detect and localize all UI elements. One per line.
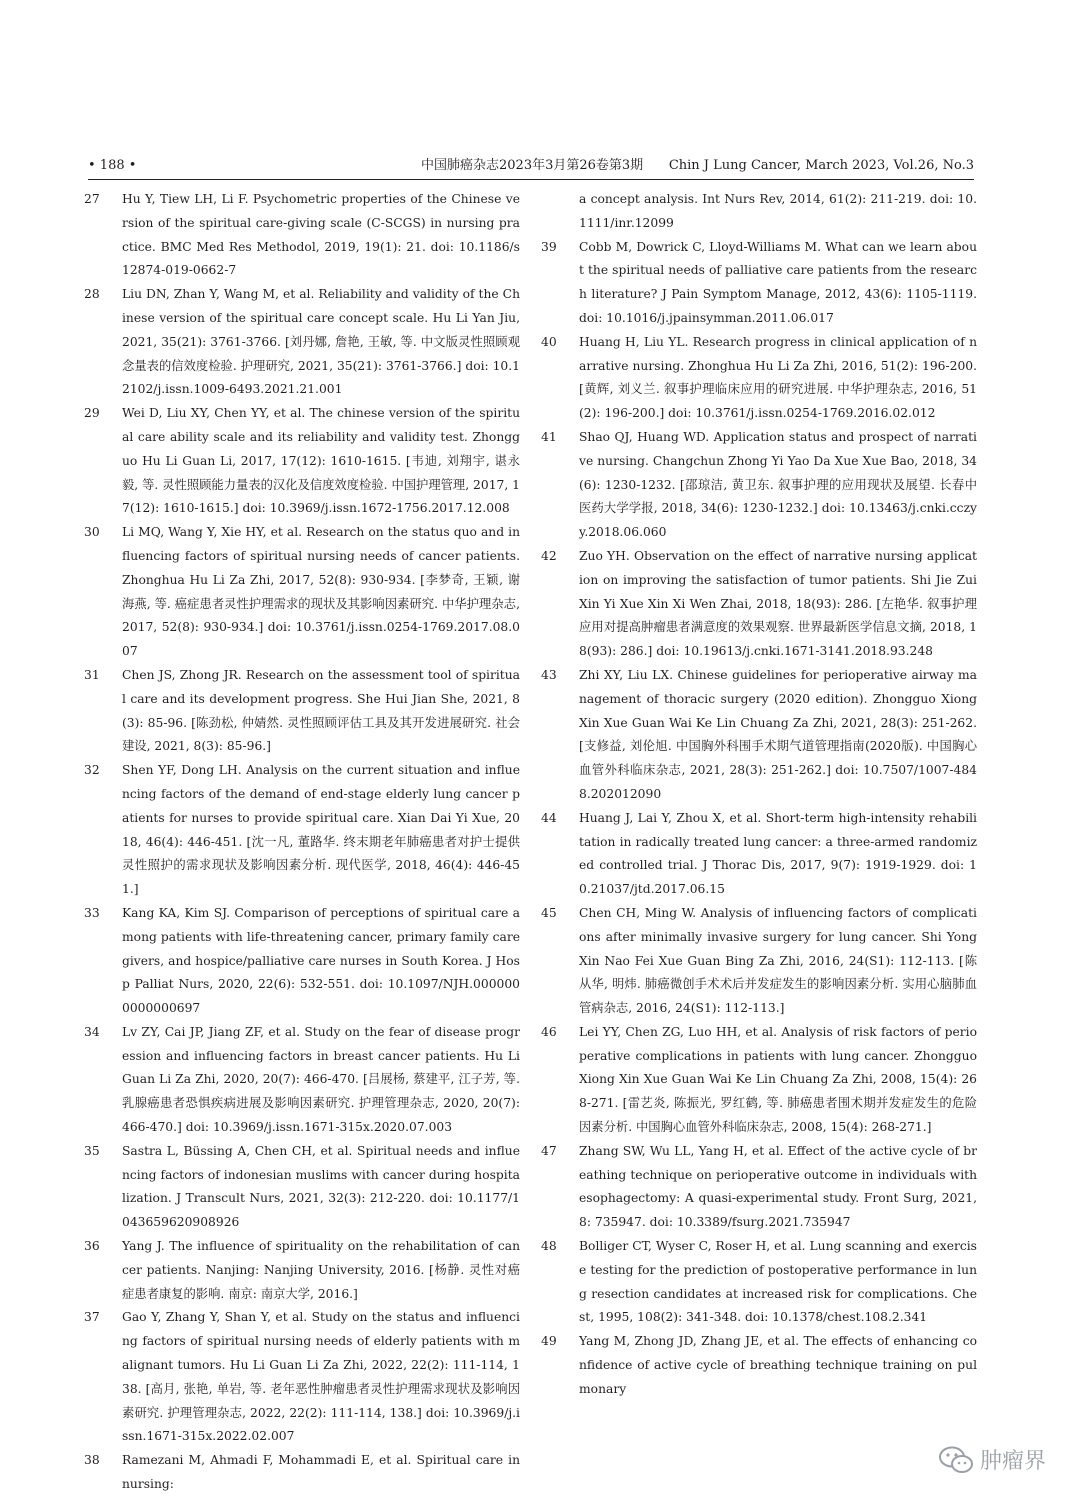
reference-item xyxy=(541,331,977,426)
reference-item xyxy=(541,188,977,236)
reference-item xyxy=(541,426,977,545)
reference-item xyxy=(84,1306,520,1449)
journal-title-cn: 中国肺癌杂志2023年3月第26卷第3期 xyxy=(421,158,644,173)
reference-text: Huang J, Lai Y, Zhou X, et al. Short-term high-intensity rehabilitation in radically treated lung cancer: a three-armed randomized controlled trial. J Thorac Dis, 2017, 9(7): 1919-1929. doi: 10.21037/jtd.2017.06.15 xyxy=(579,810,977,897)
reference-text: Lv ZY, Cai JP, Jiang ZF, et al. Study on the fear of disease progression and influencing factors in breast cancer patients. Hu Li Guan Li Za Zhi, 2020, 20(7): 466-470. [吕展杨, 蔡建平, 江子芳, 等. 乳腺癌患者恐惧疾病进展及影响因素研究. 护理管理杂志, 2020, 20(7): 466-470.] doi: 10.3969/j.issn.1671-315x.2020.07.003 xyxy=(122,1024,520,1135)
reference-text: Kang KA, Kim SJ. Comparison of perceptions of spiritual care among patients with life-threatening cancer, primary family caregivers, and hospice/palliative care nurses in South Korea. J Hosp Palliat Nurs, 2020, 22(6): 532-551. doi: 10.1097/NJH.0000000000000697 xyxy=(122,905,520,1016)
reference-item xyxy=(84,664,520,759)
reference-text: Bolliger CT, Wyser C, Roser H, et al. Lung scanning and exercise testing for the prediction of postoperative performance in lung resection candidates at increased risk for complications. Chest, 1995, 108(2): 341-348. doi: 10.1378/chest.108.2.341 xyxy=(579,1239,977,1325)
running-header xyxy=(88,157,974,180)
reference-text: Yang M, Zhong JD, Zhang JE, et al. The effects of enhancing confidence of active cycle of breathing technique training on pulmonary xyxy=(579,1334,977,1396)
reference-text: Lei YY, Chen ZG, Luo HH, et al. Analysis of risk factors of perioperative complications in patients with lung cancer. Zhongguo Xiong Xin Xue Guan Wai Ke Lin Chuang Za Zhi, 2008, 15(4): 268-271. [雷艺炎, 陈振光, 罗红鹤, 等. 肺癌患者围术期并发症发生的危险因素分析. 中国胸心血管外科临床杂志, 2008, 15(4): 268-271.] xyxy=(579,1024,977,1135)
reference-number: 34 xyxy=(84,1024,100,1039)
reference-number: 48 xyxy=(541,1239,557,1254)
wechat-icon xyxy=(938,1445,974,1475)
reference-item xyxy=(84,1021,520,1140)
reference-number: 31 xyxy=(84,667,100,682)
reference-number: 39 xyxy=(541,239,557,254)
reference-item xyxy=(84,402,520,521)
reference-number: 41 xyxy=(541,429,557,444)
reference-text: Chen JS, Zhong JR. Research on the assessment tool of spiritual care and its development progress. She Hui Jian She, 2021, 8(3): 85-96. [陈劲松, 仲婧然. 灵性照顾评估工具及其开发进展研究. 社会建设, 2021, 8(3): 85-96.] xyxy=(122,667,520,754)
reference-text: Hu Y, Tiew LH, Li F. Psychometric properties of the Chinese version of the spiritual care-giving scale (C-SCGS) in nursing practice. BMC Med Res Methodol, 2019, 19(1): 21. doi: 10.1186/s12874-019-0662-7 xyxy=(122,192,520,278)
reference-text: Li MQ, Wang Y, Xie HY, et al. Research on the status quo and influencing factors of spiritual nursing needs of cancer patients. Zhonghua Hu Li Za Zhi, 2017, 52(8): 930-934. [李梦奇, 王颖, 谢海燕, 等. 癌症患者灵性护理需求的现状及其影响因素研究. 中华护理杂志, 2017, 52(8): 930-934.] doi: 10.3761/j.issn.0254-1769.2017.08.007 xyxy=(122,525,520,659)
reference-number: 44 xyxy=(541,810,557,825)
reference-item xyxy=(84,1140,520,1235)
reference-text: Zhang SW, Wu LL, Yang H, et al. Effect of the active cycle of breathing technique on perioperative outcome in individuals with esophagectomy: A quasi-experimental study. Front Surg, 2021, 8: 735947. doi: 10.3389/fsurg.2021.735947 xyxy=(579,1143,977,1230)
reference-text: a concept analysis. Int Nurs Rev, 2014, 61(2): 211-219. doi: 10.1111/inr.12099 xyxy=(579,192,977,230)
reference-item xyxy=(84,521,520,664)
reference-number: 33 xyxy=(84,905,100,920)
reference-item xyxy=(541,664,977,807)
journal-title-en: Chin J Lung Cancer, March 2023, Vol.26, No.3 xyxy=(668,158,974,173)
reference-item xyxy=(84,902,520,1021)
reference-number: 38 xyxy=(84,1453,100,1468)
reference-number: 49 xyxy=(541,1334,557,1349)
reference-number: 40 xyxy=(541,334,557,349)
reference-number: 46 xyxy=(541,1024,557,1039)
reference-number: 28 xyxy=(84,287,100,302)
reference-number: 43 xyxy=(541,667,557,682)
reference-number: 32 xyxy=(84,763,100,778)
reference-text: Sastra L, Büssing A, Chen CH, et al. Spiritual needs and influencing factors of indonesian muslims with cancer during hospitalization. J Transcult Nurs, 2021, 32(3): 212-220. doi: 10.1177/1043659620908926 xyxy=(122,1143,520,1230)
reference-number: 29 xyxy=(84,406,100,421)
reference-text: Cobb M, Dowrick C, Lloyd-Williams M. What can we learn about the spiritual needs of palliative care patients from the research literature? J Pain Symptom Manage, 2012, 43(6): 1105-1119. doi: 10.1016/j.jpainsymman.2011.06.017 xyxy=(579,239,977,325)
reference-text: Yang J. The influence of spirituality on the rehabilitation of cancer patients. Nanjing: Nanjing University, 2016. [杨静. 灵性对癌症患者康复的影响. 南京: 南京大学, 2016.] xyxy=(122,1239,520,1301)
reference-item xyxy=(541,1021,977,1140)
reference-text: Liu DN, Zhan Y, Wang M, et al. Reliability and validity of the Chinese version of the spiritual care concept scale. Hu Li Yan Jiu, 2021, 35(21): 3761-3766. [刘丹娜, 詹艳, 王敏, 等. 中文版灵性照顾观念量表的信效度检验. 护理研究, 2021, 35(21): 3761-3766.] doi: 10.12102/j.issn.1009-6493.2021.21.001 xyxy=(122,287,520,397)
watermark xyxy=(938,1444,1046,1475)
reference-text: Zuo YH. Observation on the effect of narrative nursing application on improving the satisfaction of tumor patients. Shi Jie Zui Xin Yi Xue Xin Xi Wen Zhai, 2018, 18(93): 286. [左艳华. 叙事护理应用对提高肿瘤患者满意度的效果观察. 世界最新医学信息文摘, 2018, 18(93): 286.] doi: 10.19613/j.cnki.1671-3141.2018.93.248 xyxy=(579,548,977,659)
watermark-text: 肿瘤界 xyxy=(979,1449,1046,1474)
reference-number: 35 xyxy=(84,1143,100,1158)
reference-item xyxy=(541,236,977,331)
reference-item xyxy=(84,283,520,402)
reference-text: Chen CH, Ming W. Analysis of influencing factors of complications after minimally invasive surgery for lung cancer. Shi Yong Xin Nao Fei Xue Guan Bing Za Zhi, 2016, 24(S1): 112-113. [陈从华, 明炜. 肺癌微创手术术后并发症发生的影响因素分析. 实用心脑肺血管病杂志, 2016, 24(S1): 112-113.] xyxy=(579,905,977,1016)
reference-text: Shen YF, Dong LH. Analysis on the current situation and influencing factors of the demand of end-stage elderly lung cancer patients for nurses to provide spiritual care. Xian Dai Yi Xue, 2018, 46(4): 446-451. [沈一凡, 董路华. 终末期老年肺癌患者对护士提供灵性照护的需求现状及影响因素分析. 现代医学, 2018, 46(4): 446-451.] xyxy=(122,763,520,897)
reference-number: 30 xyxy=(84,525,100,540)
reference-item xyxy=(84,188,520,283)
reference-text: Huang H, Liu YL. Research progress in clinical application of narrative nursing. Zhonghua Hu Li Za Zhi, 2016, 51(2): 196-200. [黄辉, 刘义兰. 叙事护理临床应用的研究进展. 中华护理杂志, 2016, 51(2): 196-200.] doi: 10.3761/j.issn.0254-1769.2016.02.012 xyxy=(579,334,977,421)
references-left-column xyxy=(84,188,520,1497)
reference-number: 47 xyxy=(541,1143,557,1158)
reference-item xyxy=(541,1140,977,1235)
reference-item xyxy=(84,759,520,902)
reference-text: Shao QJ, Huang WD. Application status and prospect of narrative nursing. Changchun Zhong Yi Yao Da Xue Xue Bao, 2018, 34(6): 1230-1232. [邵琼洁, 黄卫东. 叙事护理的应用现状及展望. 长春中医药大学学报, 2018, 34(6): 1230-1232.] doi: 10.13463/j.cnki.cczyy.2018.06.060 xyxy=(579,429,977,540)
reference-text: Zhi XY, Liu LX. Chinese guidelines for perioperative airway management of thoracic surgery (2020 edition). Zhongguo Xiong Xin Xue Guan Wai Ke Lin Chuang Za Zhi, 2021, 28(3): 251-262. [支修益, 刘伦旭. 中国胸外科围手术期气道管理指南(2020版). 中国胸心血管外科临床杂志, 2021, 28(3): 251-262.] doi: 10.7507/1007-4848.202012090 xyxy=(579,667,977,801)
reference-text: Ramezani M, Ahmadi F, Mohammadi E, et al. Spiritual care in nursing: xyxy=(122,1453,520,1492)
reference-text: Gao Y, Zhang Y, Shan Y, et al. Study on the status and influencing factors of spiritual nursing needs of elderly patients with malignant tumors. Hu Li Guan Li Za Zhi, 2022, 22(2): 111-114, 138. [高月, 张艳, 单岩, 等. 老年恶性肿瘤患者灵性护理需求现状及影响因素研究. 护理管理杂志, 2022, 22(2): 111-114, 138.] doi: 10.3969/j.issn.1671-315x.2022.02.007 xyxy=(122,1310,520,1444)
reference-number: 37 xyxy=(84,1310,100,1325)
references-right-column xyxy=(541,188,977,1402)
reference-number: 45 xyxy=(541,905,557,920)
reference-number: 42 xyxy=(541,548,557,563)
reference-number xyxy=(541,188,579,236)
reference-item xyxy=(541,902,977,1021)
reference-item xyxy=(541,1330,977,1401)
reference-item xyxy=(84,1449,520,1497)
reference-number: 27 xyxy=(84,192,100,206)
reference-number: 36 xyxy=(84,1239,100,1254)
reference-item xyxy=(541,1235,977,1330)
reference-item xyxy=(541,807,977,902)
reference-text: Wei D, Liu XY, Chen YY, et al. The chinese version of the spiritual care ability scale and its reliability and validity test. Zhongguo Hu Li Guan Li, 2017, 17(12): 1610-1615. [韦迪, 刘翔宇, 谌永毅, 等. 灵性照顾能力量表的汉化及信度效度检验. 中国护理管理, 2017, 17(12): 1610-1615.] doi: 10.3969/j.issn.1672-1756.2017.12.008 xyxy=(122,406,520,516)
page-number: • 188 • xyxy=(88,158,137,173)
reference-item xyxy=(84,1235,520,1306)
reference-item xyxy=(541,545,977,664)
